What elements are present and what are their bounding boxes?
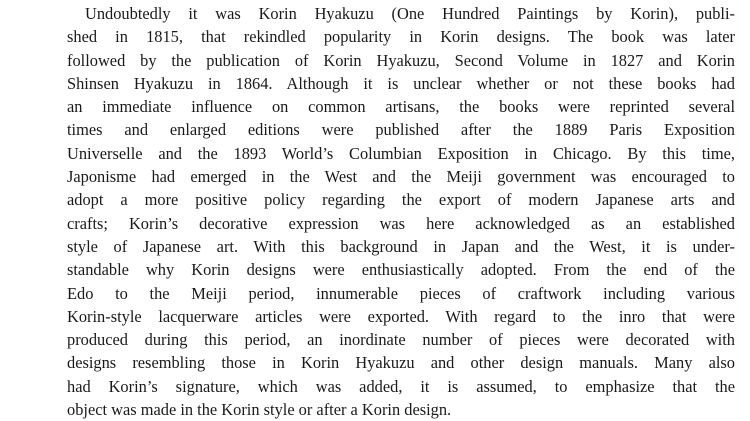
text-line: style of Japanese art. With this background in Japan and the West, it is under- xyxy=(67,236,735,256)
text-line: standable why Korin designs were enthusiastically adopted. From the end of the xyxy=(67,260,735,280)
text-line: times and enlarged editions were published after the 1889 Paris Exposition xyxy=(67,120,735,140)
body-paragraph xyxy=(67,2,735,421)
text-line: produced during this period, an inordinate number of pieces were decorated with xyxy=(67,330,735,350)
text-line: Japonisme had emerged in the West and the Meiji government was encouraged to xyxy=(67,167,735,187)
text-line: adopt a more positive policy regarding the export of modern Japanese arts and xyxy=(67,190,735,210)
text-line: crafts; Korin’s decorative expression was here acknowledged as an established xyxy=(67,213,735,233)
text-line: Edo to the Meiji period, innumerable pieces of craftwork including various xyxy=(67,283,735,303)
text-line: Shinsen Hyakuzu in 1864. Although it is unclear whether or not these books had xyxy=(67,73,735,93)
text-line: an immediate influence on common artisans, the books were reprinted several xyxy=(67,97,735,117)
text-line: Undoubtedly it was Korin Hyakuzu (One Hundred Paintings by Korin), publi- xyxy=(85,4,735,23)
text-line: Korin-style lacquerware articles were exported. With regard to the inro that were xyxy=(67,306,735,326)
text-line: shed in 1815, that rekindled popularity in Korin designs. The book was later xyxy=(67,27,735,47)
text-line: Universelle and the 1893 World’s Columbian Exposition in Chicago. By this time, xyxy=(67,143,735,163)
text-line-last: object was made in the Korin style or after a Korin design. xyxy=(67,400,452,420)
text-line: designs resembling those in Korin Hyakuzu and other design manuals. Many also xyxy=(67,353,735,373)
text-line: had Korin’s signature, which was added, it is assumed, to emphasize that the xyxy=(67,376,735,396)
text-line: followed by the publication of Korin Hyakuzu, Second Volume in 1827 and Korin xyxy=(67,50,735,70)
